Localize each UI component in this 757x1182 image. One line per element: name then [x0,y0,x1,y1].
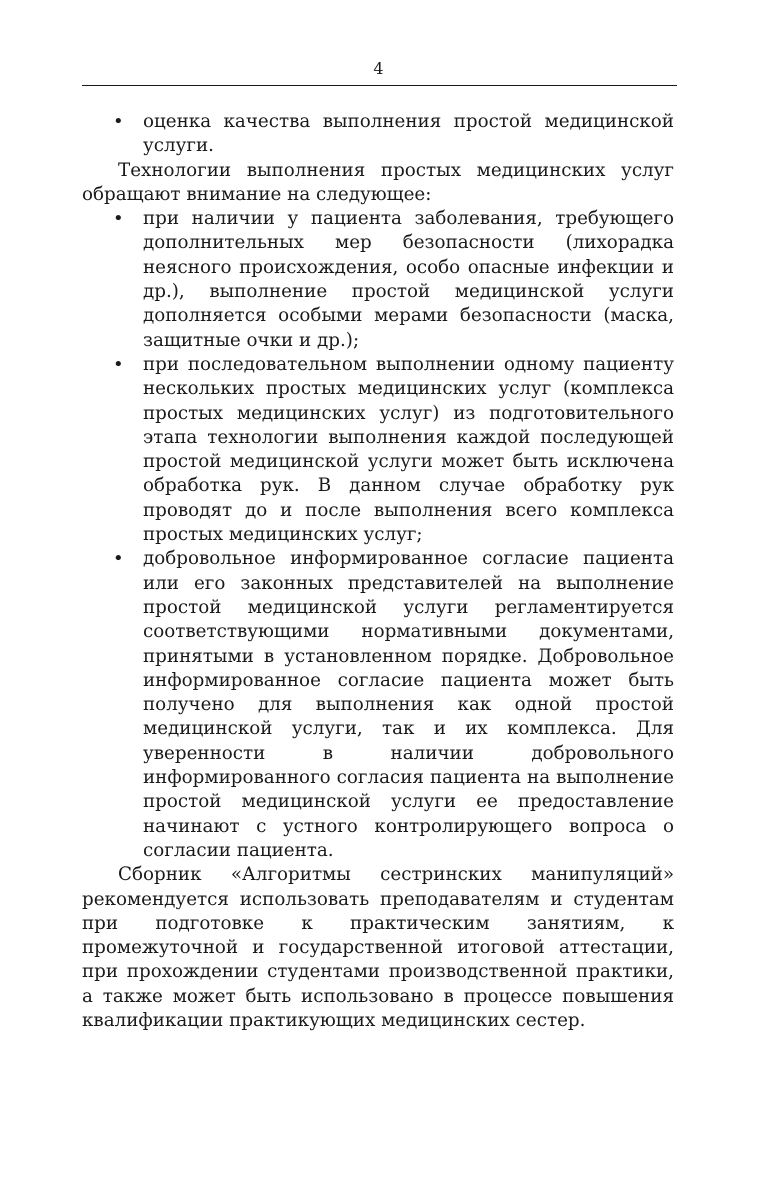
bullet-list [82,207,674,863]
list-item-text: при последовательном выполнении одному пациенту нескольких простых медицинских услуг (комплекса простых медицинских услуг) из подготовительного этапа технологии выполнения каждой последующей простой медицинской услуги может быть исключена обработка рук. В данном случае обработку рук проводят до и после выполнения всего комплекса простых медицинских услуг; [143,353,674,546]
page-body [82,110,674,1033]
list-item [82,353,674,547]
intro-bullet-list [82,110,674,159]
header-rule [82,85,677,86]
list-item-text: добровольное информированное согласие пациента или его законных представителей на выполнение простой медицинской услуги регламентируется соответствующими нормативными документами, принятыми в установленном порядке. Добровольное информированное согласие пациента может быть получено для выполнения как одной простой медицинской услуги, так и их комплекса. Для уверенности в наличии добровольного информированного согласия пациента на выполнение простой медицинской услуги ее предоставление начинают с устного контролирующего вопроса о согласии пациента. [143,548,674,861]
list-item [82,110,674,159]
bullet-marker: • [113,111,124,132]
list-item-text: оценка качества выполнения простой медицинской услуги. [143,111,674,157]
page-number: 4 [373,59,384,78]
bullet-marker: • [113,353,124,375]
paragraph: Сборник «Алгоритмы сестринских манипуляций» рекомендуется использовать преподавателям и студентам при подготовке к практическим занятиям, к промежуточной и государственной итоговой аттестации, при прохождении студентами производственной практики, а также может быть использовано в процессе повышения квалификации практикующих медицинских сестер. [82,864,674,1031]
paragraph: Технологии выполнения простых медицинских услуг обращают внимание на следующее: [82,159,674,205]
bullet-marker: • [113,208,124,230]
list-item [82,207,674,353]
list-item-text: при наличии у пациента заболевания, требующего дополнительных мер безопасности (лихорадка неясного происхождения, особо опасные инфекции и др.), выполнение простой медицинской услуги дополняется особыми мерами безопасности (маска, защитные очки и др.); [143,208,674,351]
bullet-marker: • [113,548,124,570]
list-item [82,547,674,863]
